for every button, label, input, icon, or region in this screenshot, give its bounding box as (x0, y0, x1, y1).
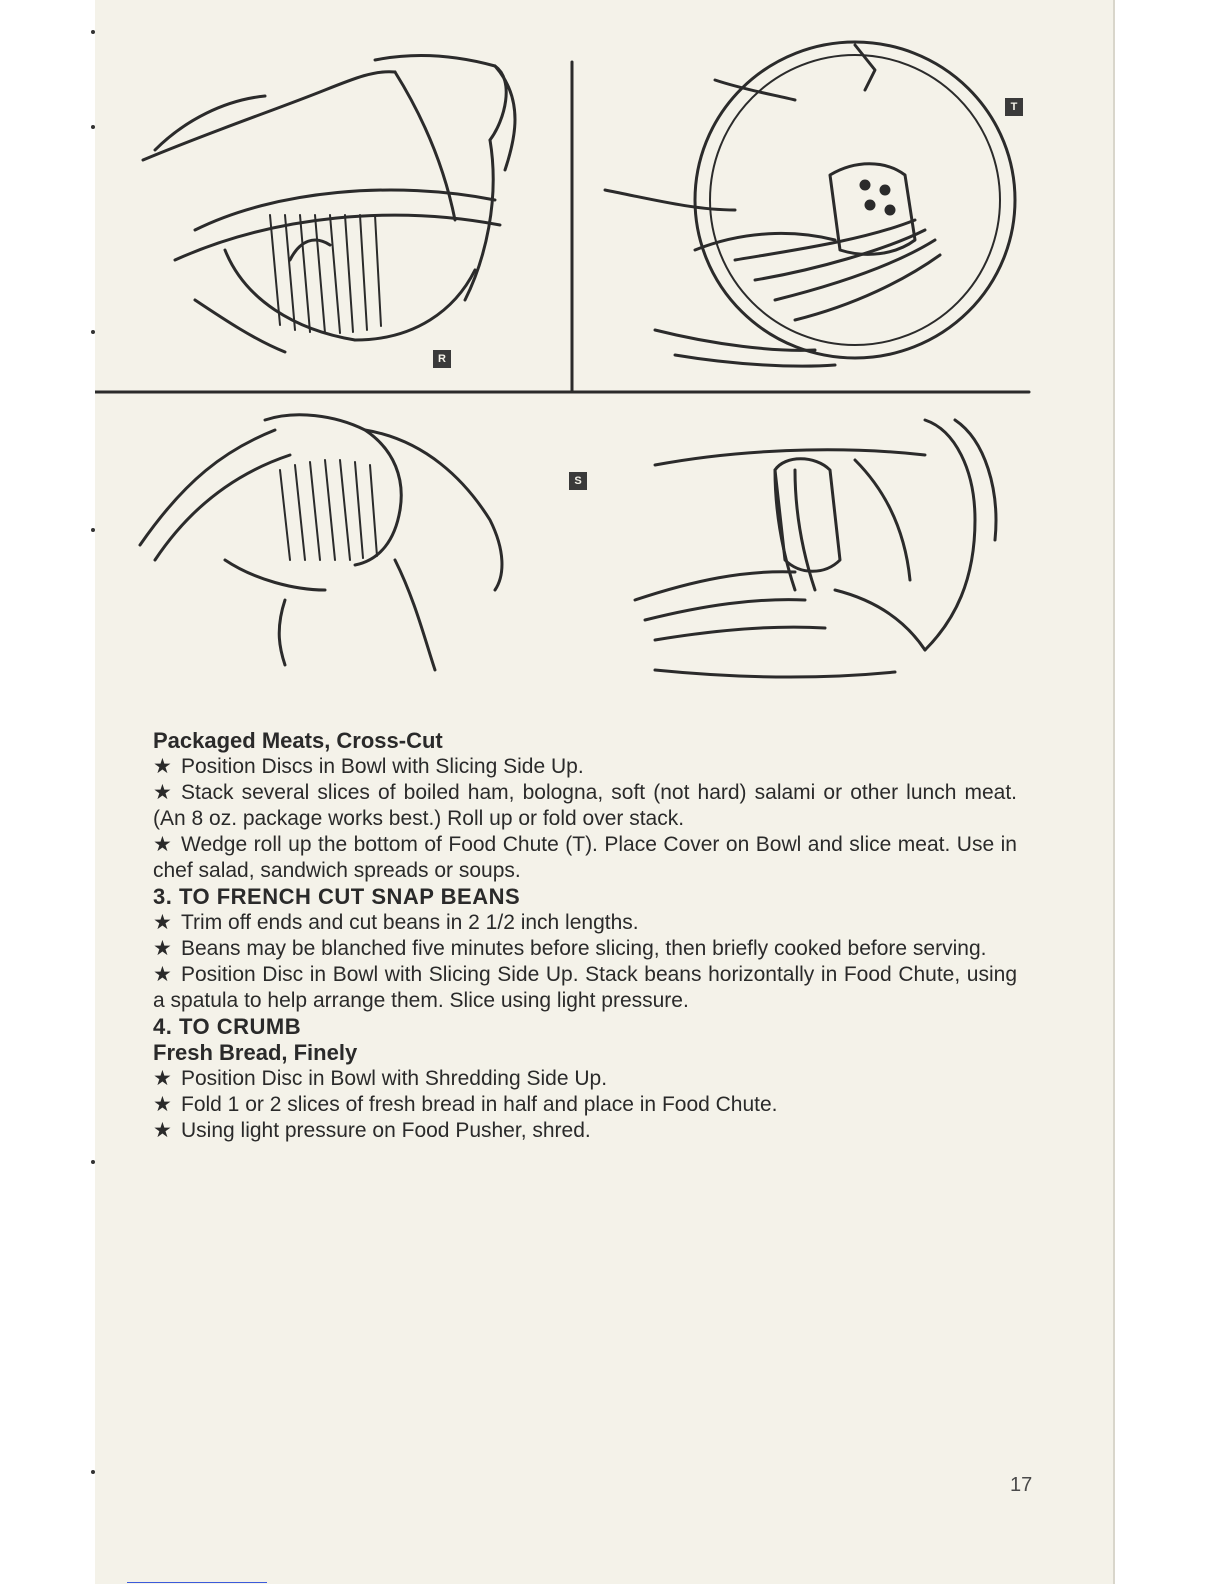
bullet-text: Position Discs in Bowl with Slicing Side Up. (181, 755, 584, 778)
bullet-text: Using light pressure on Food Pusher, shred. (181, 1119, 591, 1142)
heading-french-cut-snap-beans: 3. TO FRENCH CUT SNAP BEANS (153, 884, 521, 909)
figure-label-r: R (433, 350, 451, 368)
star-icon: ★ (153, 833, 172, 856)
bullet-item (153, 1118, 1017, 1144)
figure-s-left-drawing (140, 415, 502, 670)
margin-mark (91, 30, 95, 34)
bullet-item (153, 936, 1017, 962)
star-icon: ★ (153, 911, 172, 934)
margin-mark (91, 1470, 95, 1474)
manual-page (95, 0, 1115, 1584)
heading-to-crumb: 4. TO CRUMB (153, 1014, 302, 1039)
bullet-item (153, 1092, 1017, 1118)
star-icon: ★ (153, 755, 172, 778)
margin-mark (91, 125, 95, 129)
bullet-item (153, 1066, 1017, 1092)
subheading-fresh-bread: Fresh Bread, Finely (153, 1040, 358, 1065)
bullet-text: Wedge roll up the bottom of Food Chute (T). Place Cover on Bowl and slice meat. Use in chef salad, sandwich spreads or soups. (153, 833, 1017, 882)
bullet-text: Position Disc in Bowl with Shredding Side Up. (181, 1067, 608, 1090)
figure-s-right-drawing (635, 420, 996, 677)
figure-label-s: S (569, 472, 587, 490)
bullet-text: Fold 1 or 2 slices of fresh bread in half and place in Food Chute. (181, 1093, 778, 1116)
figure-r-drawing (143, 55, 515, 352)
star-icon: ★ (153, 781, 172, 804)
star-icon: ★ (153, 937, 172, 960)
bullet-text: Stack several slices of boiled ham, bologna, soft (not hard) salami or other lunch meat. (An 8 oz. package works best.) Roll up or fold over stack. (153, 781, 1017, 830)
bullet-text: Trim off ends and cut beans in 2 1/2 inch lengths. (181, 911, 639, 934)
bullet-item (153, 780, 1017, 832)
star-icon: ★ (153, 963, 172, 986)
bullet-item (153, 910, 1017, 936)
bullet-item (153, 832, 1017, 884)
bullet-text: Position Disc in Bowl with Slicing Side Up. Stack beans horizontally in Food Chute, using a spatula to help arrange them. Slice using light pressure. (153, 963, 1017, 1012)
bullet-text: Beans may be blanched five minutes before slicing, then briefly cooked before serving. (181, 937, 987, 960)
star-icon: ★ (153, 1093, 172, 1116)
figure-label-t: T (1005, 98, 1023, 116)
margin-mark (91, 1160, 95, 1164)
illustration-panel (95, 0, 1113, 700)
bottom-link-line (127, 1582, 267, 1583)
margin-mark (91, 528, 95, 532)
subheading-packaged-meats: Packaged Meats, Cross-Cut (153, 728, 443, 753)
instructions-text (153, 728, 1017, 1144)
margin-mark (91, 330, 95, 334)
bullet-item (153, 962, 1017, 1014)
star-icon: ★ (153, 1067, 172, 1090)
star-icon: ★ (153, 1119, 172, 1142)
figure-t-drawing (605, 42, 1015, 366)
page-number: 17 (1010, 1474, 1033, 1496)
illustration-drawings (95, 0, 1113, 700)
bullet-item (153, 754, 1017, 780)
